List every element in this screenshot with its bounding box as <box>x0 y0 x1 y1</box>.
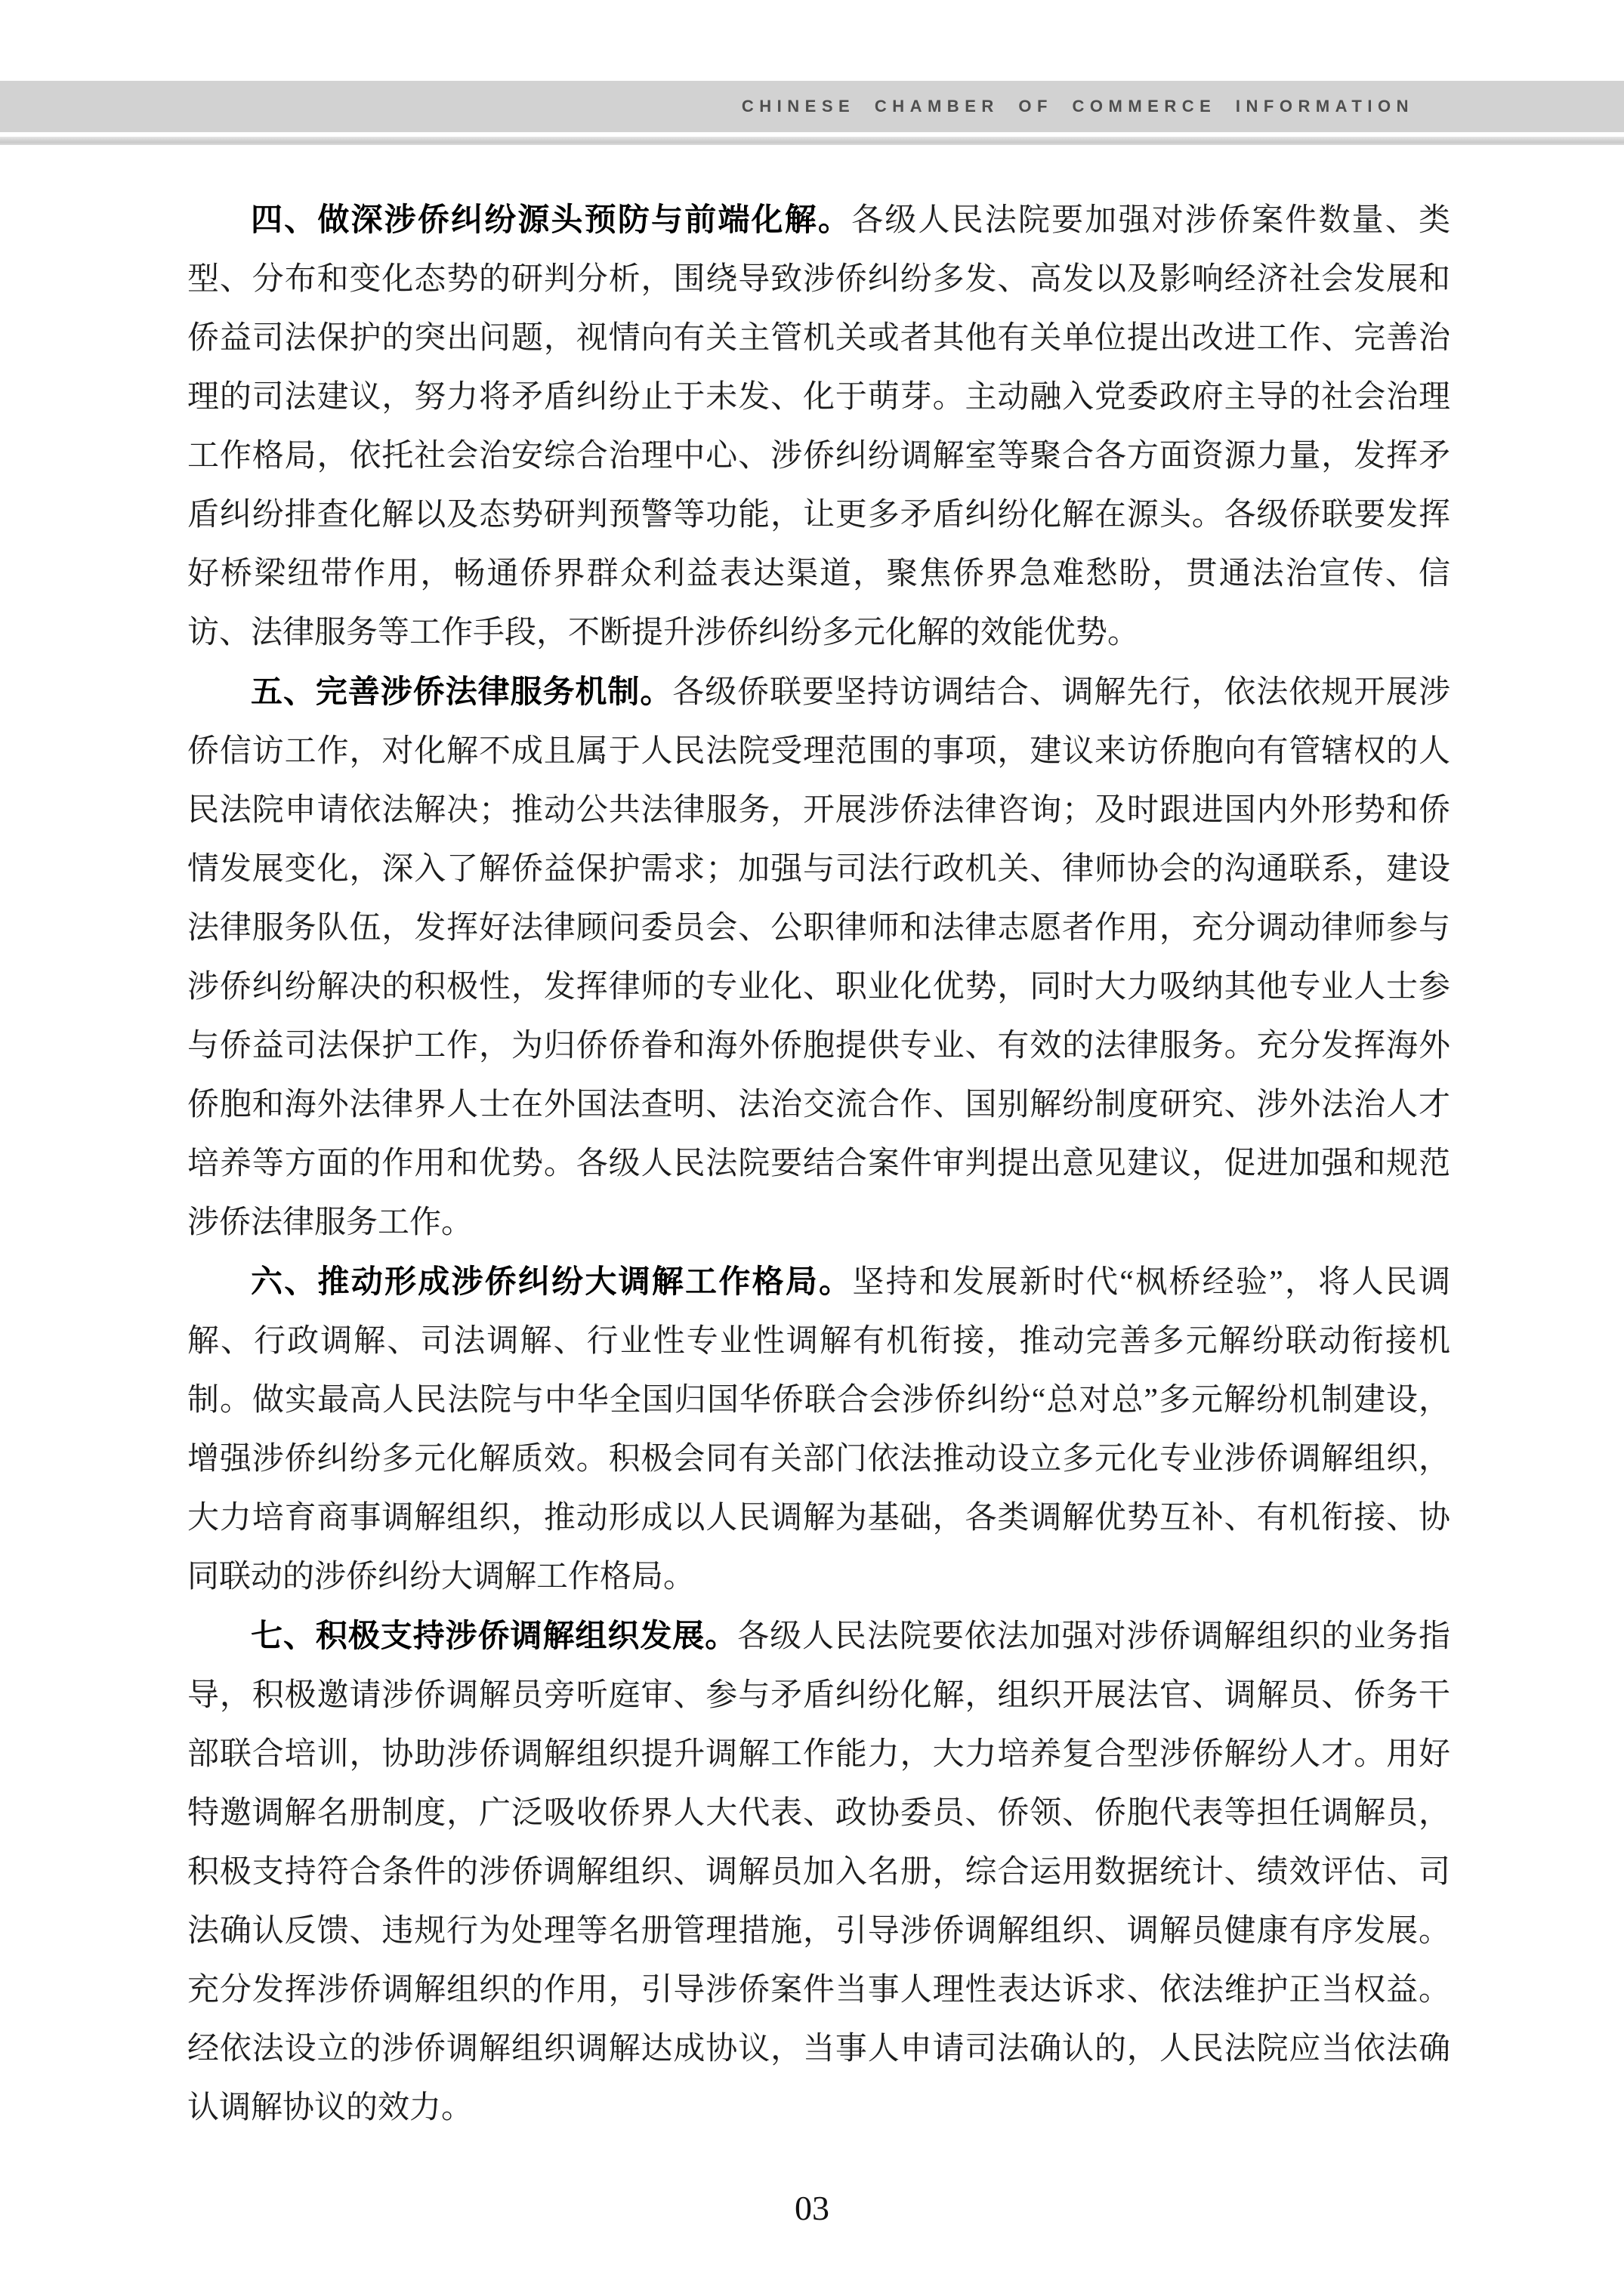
paragraph-body: 坚持和发展新时代“枫桥经验”，将人民调解、行政调解、司法调解、行业性专业性调解有机衔接，推动完善多元解纷联动衔接机制。做实最高人民法院与中华全国归国华侨联合会涉侨纠纷“总对总”多元解纷机制建设，增强涉侨纠纷多元化解质效。积极会同有关部门依法推动设立多元化专业涉侨调解组织，大力培育商事调解组织，推动形成以人民调解为基础，各类调解优势互补、有机衔接、协同联动的涉侨纠纷大调解工作格局。 <box>187 1265 1450 1594</box>
paragraph-body: 各级人民法院要加强对涉侨案件数量、类型、分布和变化态势的研判分析，围绕导致涉侨纠纷多发、高发以及影响经济社会发展和侨益司法保护的突出问题，视情向有关主管机关或者其他有关单位提出改进工作、完善治理的司法建议，努力将矛盾纠纷止于未发、化于萌芽。主动融入党委政府主导的社会治理工作格局，依托社会治安综合治理中心、涉侨纠纷调解室等聚合各方面资源力量，发挥矛盾纠纷排查化解以及态势研判预警等功能，让更多矛盾纠纷化解在源头。各级侨联要发挥好桥梁纽带作用，畅通侨界群众利益表达渠道，聚焦侨界急难愁盼，贯通法治宣传、信访、法律服务等工作手段，不断提升涉侨纠纷多元化解的效能优势。 <box>187 203 1450 650</box>
document-body <box>187 190 1450 2137</box>
paragraph-body: 各级侨联要坚持访调结合、调解先行，依法依规开展涉侨信访工作，对化解不成且属于人民法院受理范围的事项，建议来访侨胞向有管辖权的人民法院申请依法解决；推动公共法律服务，开展涉侨法律咨询；及时跟进国内外形势和侨情发展变化，深入了解侨益保护需求；加强与司法行政机关、律师协会的沟通联系，建设法律服务队伍，发挥好法律顾问委员会、公职律师和法律志愿者作用，充分调动律师参与涉侨纠纷解决的积极性，发挥律师的专业化、职业化优势，同时大力吸纳其他专业人士参与侨益司法保护工作，为归侨侨眷和海外侨胞提供专业、有效的法律服务。充分发挥海外侨胞和海外法律界人士在外国法查明、法治交流合作、国别解纷制度研究、涉外法治人才培养等方面的作用和优势。各级人民法院要结合案件审判提出意见建议，促进加强和规范涉侨法律服务工作。 <box>187 675 1450 1240</box>
header-banner <box>0 81 1624 132</box>
header-divider-stripe <box>0 137 1624 145</box>
paragraph-body: 各级人民法院要依法加强对涉侨调解组织的业务指导，积极邀请涉侨调解员旁听庭审、参与矛盾纠纷化解，组织开展法官、调解员、侨务干部联合培训，协助涉侨调解组织提升调解工作能力，大力培养复合型涉侨解纷人才。用好特邀调解名册制度，广泛吸收侨界人大代表、政协委员、侨领、侨胞代表等担任调解员，积极支持符合条件的涉侨调解组织、调解员加入名册，综合运用数据统计、绩效评估、司法确认反馈、违规行为处理等名册管理措施，引导涉侨调解组织、调解员健康有序发展。充分发挥涉侨调解组织的作用，引导涉侨案件当事人理性表达诉求、依法维护正当权益。经依法设立的涉侨调解组织调解达成协议，当事人申请司法确认的，人民法院应当依法确认调解协议的效力。 <box>187 1619 1450 2125</box>
paragraph <box>187 1606 1450 2137</box>
paragraph-heading: 四、做深涉侨纠纷源头预防与前端化解。 <box>251 202 852 237</box>
paragraph <box>187 1252 1450 1606</box>
paragraph-heading: 七、积极支持涉侨调解组织发展。 <box>251 1618 738 1653</box>
paragraph-heading: 五、完善涉侨法律服务机制。 <box>251 674 673 709</box>
paragraph <box>187 662 1450 1252</box>
header-banner-text: CHINESE CHAMBER OF COMMERCE INFORMATION <box>741 97 1414 116</box>
paragraph-heading: 六、推动形成涉侨纠纷大调解工作格局。 <box>251 1264 853 1299</box>
paragraph <box>187 190 1450 662</box>
page-number: 03 <box>795 2189 829 2227</box>
